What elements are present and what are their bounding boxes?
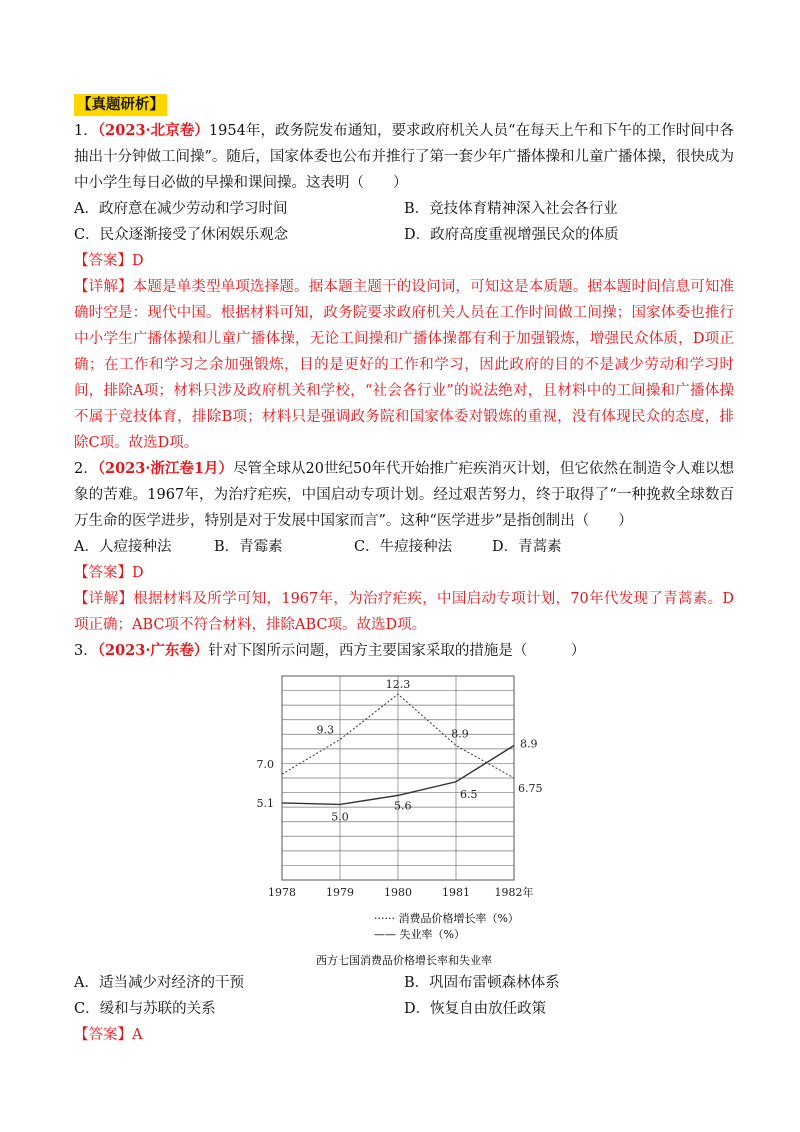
line-chart (74, 670, 734, 970)
x-tick-label: 1978 (268, 886, 296, 899)
question-number: 2． (74, 461, 98, 477)
analysis-label: 【详解】 (74, 279, 133, 295)
answer-q3 (74, 1022, 734, 1048)
answer-label: 【答案】 (74, 253, 132, 269)
answer-label: 【答案】 (74, 1027, 132, 1043)
analysis-q2 (74, 586, 734, 638)
options-q1 (74, 196, 734, 248)
option-d: D．青蒿素 (492, 539, 562, 555)
chart-container (74, 670, 734, 970)
x-tick-label: 1982年 (494, 886, 534, 899)
option-b: B．巩固布雷顿森林体系 (404, 975, 560, 991)
analysis-text: 根据材料及所学可知，1967年，为治疗疟疾，中国启动专项计划，70年代发现了青蒿素。D项正确；ABC项不符合材料，排除ABC项。故选D项。 (74, 591, 735, 633)
question-1 (74, 118, 734, 196)
option-c: C．民众逐渐接受了休闲娱乐观念 (74, 227, 289, 243)
question-number: 3． (74, 643, 98, 659)
question-3 (74, 638, 734, 664)
chart-legend (374, 911, 519, 941)
chart-grid (282, 676, 514, 880)
analysis-q1 (74, 274, 734, 456)
question-stem: 针对下图所示问题，西方主要国家采取的措施是（ ） (208, 643, 586, 659)
analysis-text: 本题是单类型单项选择题。据本题主题干的设问词，可知这是本质题。据本题时间信息可知准确时空是：现代中国。根据材料可知，政务院要求政府机关人员在工作时间做工间操；国家体委也推行中小学生广播体操和儿童广播体操，无论工间操和广播体操都有利于加强锻炼，增强民众体质，D项正确；在工作和学习之余加强锻炼，目的是更好的工作和学习，因此政府的目的不是减少劳动和学习时间，排除A项；材料只涉及政府机关和学校，“社会各行业”的说法绝对，且材料中的工间操和广播体操不属于竞技体育，排除B项；材料只是强调政务院和国家体委对锻炼的重视，没有体现民众的态度，排除C项。故选D项。 (74, 279, 735, 451)
answer-q1 (74, 248, 734, 274)
question-source: （2023·北京卷） (97, 122, 209, 139)
answer-label: 【答案】 (74, 565, 132, 581)
legend-price: ······ 消费品价格增长率（%） (374, 912, 519, 925)
legend-unemployment: —— 失业率（%） (374, 928, 465, 941)
x-tick-label: 1979 (326, 886, 354, 899)
question-number: 1． (74, 123, 98, 139)
chart-title: 西方七国消费品价格增长率和失业率 (316, 954, 492, 967)
data-label: 7.0 (256, 758, 274, 772)
question-stem: 尽管全球从20世纪50年代开始推广疟疾消灭计划，但它依然在制造令人难以想象的苦难。1967年，为治疗疟疾，中国启动专项计划。经过艰苦努力，终于取得了“一种挽救全球数百万生命的医学进步，特别是对于发展中国家而言”。这种“医学进步”是指创制出（ ） (74, 461, 734, 529)
data-label: 6.75 (518, 782, 543, 795)
option-a: A．政府意在减少劳动和学习时间 (74, 201, 288, 217)
question-stem: 1954年，政务院发布通知，要求政府机关人员“在每天上午和下午的工作时间中各抽出十分钟做工间操”。随后，国家体委也公布并推行了第一套少年广播体操和儿童广播体操，很快成为中小学生每日必做的早操和课间操。这表明（ ） (74, 123, 734, 191)
answer-value: D (132, 253, 144, 269)
chart-marks (257, 678, 543, 823)
chart-ticks (268, 885, 534, 899)
data-label: 8.9 (451, 727, 469, 741)
option-b: B．青霉素 (214, 539, 283, 555)
options-q2 (74, 534, 734, 560)
x-tick-label: 1980 (384, 886, 412, 899)
option-c: C．牛痘接种法 (354, 539, 453, 555)
data-label: 6.5 (460, 787, 478, 801)
option-b: B．竞技体育精神深入社会各行业 (404, 201, 618, 217)
option-a: A．适当减少对经济的干预 (74, 975, 244, 991)
question-source: （2023·广东卷） (97, 642, 209, 659)
data-label: 9.3 (316, 723, 334, 737)
data-label: 5.6 (394, 799, 412, 813)
analysis-label: 【详解】 (74, 591, 134, 607)
data-label: 5.0 (331, 810, 349, 824)
answer-value: D (132, 565, 144, 581)
options-q3 (74, 970, 734, 1022)
data-label: 5.1 (256, 796, 274, 810)
question-source: （2023·浙江卷1月） (97, 460, 233, 477)
answer-q2 (74, 560, 734, 586)
option-d: D．政府高度重视增强民众的体质 (404, 227, 619, 243)
x-tick-label: 1981 (442, 886, 470, 899)
page-content (74, 92, 734, 1048)
option-c: C．缓和与苏联的关系 (74, 1001, 216, 1017)
question-2 (74, 456, 734, 534)
answer-value: A (132, 1027, 143, 1043)
option-d: D．恢复自由放任政策 (404, 1001, 547, 1017)
option-a: A．人痘接种法 (74, 539, 172, 555)
section-heading: 【真题研析】 (74, 94, 167, 116)
data-label: 12.3 (385, 678, 411, 692)
data-label: 8.9 (520, 737, 538, 751)
